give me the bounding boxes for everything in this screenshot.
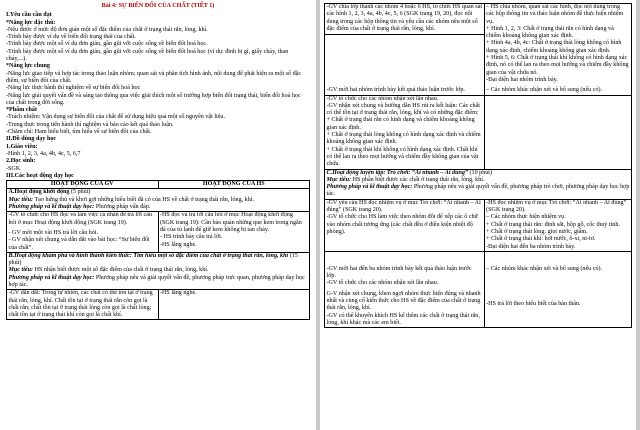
sub-heading: *Năng lực đặc thù: <box>6 19 56 26</box>
student-cell: -HS lắng nghe. <box>158 290 310 320</box>
sub-heading: 2.Học sinh: <box>6 158 36 165</box>
teacher-cell: -GV mời hai đến ba nhóm trình bày kết quả thảo luận trước lớp. -GV tổ chức cho các nhóm nhận xét lẫn nhau. G-V nhận xét chung, khen ngợi nhóm thực hiện đúng và nhanh nhất và củng cố kiến thức cho HS về đặc điểm của chất ở trạng thái rắn, lỏng, khí. -GV có thể khuyến khích HS kể thêm các chất ở trạng thái rắn, lỏng, khí khác mà các em biết. <box>325 251 485 327</box>
student-cell <box>484 95 631 169</box>
section-heading: II.Đồ dùng dạy học <box>6 136 57 143</box>
teacher-cell: -GV chia lớp thành các nhóm 4 hoặc 6 HS, tổ chức HS quan sát các hình 1, 2, 3, 4a, 4b, 4c, 5, 6 (SGK trang 19, 20), đọc nội dung trong các hộp thông tin và yêu cầu các nhóm nêu một số đặc điểm của chất ở trạng thái rắn, lỏng, khí. <box>325 4 485 35</box>
text-line: -Hình 1, 2, 3, 4a, 4b, 4c, 5, 6,7 <box>6 150 81 157</box>
student-cell: – Các nhóm khác nhận xét và bổ sung (nếu có). -HS trả lời theo hiểu biết của bản thân. <box>484 251 631 327</box>
text-line: -Năng lực giải quyết vấn đề và sáng tạo thông qua việc giải thích một số trường hợp biến đổi trạng thái, biến đổi hoá học của chất trong đời sống. <box>6 92 301 106</box>
text-line: -Trình bày được một số ví dụ đơn giản, gần gũi với cuộc sống về biến đổi hoá học. <box>6 41 208 48</box>
text-line: -Chăm chỉ: Ham hiểu biết, tìm hiểu về sự biến đổi của chất. <box>6 129 152 136</box>
activities-table <box>6 180 310 320</box>
text-line: -Năng lực giao tiếp và hợp tác trong thảo luận nhóm; quan sát và phân tích hình ảnh, nội dung để phát hiện ra một số đặc điểm, sự biến đổi của chất. <box>6 70 302 84</box>
text-line: -Trình bày được một số ví dụ đơn giản, gần gũi với cuộc sống về biến đổi hoá học (ví dụ: đinh bị gỉ, giấy cháy, than cháy,...). <box>6 48 289 63</box>
section-heading: I.Yêu cầu cần đạt <box>6 12 52 19</box>
sub-heading: *Năng lực chung <box>6 63 50 70</box>
text-line: -Trình bày được ví dụ về biến đổi trạng thái của chất. <box>6 34 136 41</box>
teacher-cell: -GV mời hai nhóm trình bày kết quả thảo luận trước lớp. <box>325 34 485 95</box>
page-right <box>320 0 636 430</box>
text-line: -Năng lực thực hành thí nghiệm về sự biến đổi hoá học <box>6 85 141 92</box>
teacher-cell: -GV yêu cầu HS đọc nhiệm vụ ở mục Trò chơi: “Ai nhanh – Ai đúng” (SGK trang 20). -GV tổ chức cho HS làm việc theo nhóm đôi để xếp các ô chữ vào nhóm chất tương ứng (các chất đều ở điều kiện nhiệt độ phòng). <box>325 199 485 251</box>
page-left <box>0 0 316 430</box>
activity-b-header: B.Hoạt động khám phá và hình thành kiến thức: Tìm hiểu một số đặc điểm của chất ở trạng thái rắn, lỏng, khí (15 phút) Mục tiêu: HS nhận biết được một số đặc điểm của chất ở trạng thái rắn, lỏng, khí. Phương pháp và kĩ thuật dạy học: Phương pháp nêu và giải quyết vấn đề, phương pháp trực quan, phương pháp dạy học hợp tác. <box>7 252 310 289</box>
teacher-cell: -GV tổ chức cho HS đọc và làm việc cá nhân để trả lời câu hỏi ở mục Hoạt động khởi động (SGK trang 19). - GV mời một vài HS trả lời câu hỏi. - GV nhận xét chung và dẫn dắt vào bài học: “Sự biến đổi của chất”. <box>7 212 159 252</box>
activity-a-header: A.Hoạt động khởi động (5 phút) Mục tiêu: Tạo hứng thú và khơi gợi những hiểu biết đã có của HS về chất ở trạng thái rắn, lỏng, khí. Phương pháp và kĩ thuật dạy học: Phương pháp vấn đáp. <box>7 189 310 212</box>
text-line: -Trung thực trong tiến hành thí nghiệm và báo cáo kết quả thảo luận. <box>6 121 174 128</box>
column-header-teacher: HOẠT ĐỘNG CỦA GV <box>7 181 159 189</box>
text-line: -Trách nhiệm: Vận dụng sự biến đổi của chất để sử dụng hiệu quả một số nguyên vật liệu. <box>6 114 226 121</box>
column-header-student: HOẠT ĐỘNG CỦA HS <box>158 181 310 189</box>
text-line: -SGK <box>6 165 21 172</box>
activities-table-continued <box>324 3 632 328</box>
teacher-cell: -GV tổ chức cho các nhóm nhận xét lẫn nhau. -GV nhận xét chung và hướng dẫn HS rút ra kết luận: Các chất có thể tồn tại ở trạng thái rắn, lỏng, khí và có những đặc điểm: + Chất ở trạng thái rắn có hình dạng và chiếm khoảng không gian xác định. + Chất ở trạng thái lỏng không có hình dạng xác định và chiếm khoảng không gian xác định. + Chất ở trạng thái khí không có hình dạng xác định. Chất khí có thể lan ra theo mọi hướng và chiếm đầy không gian của vật chứa. <box>325 95 485 169</box>
student-cell: – HS chia nhóm, quan sát các hình, đọc nội dung trong các hộp thông tin và thảo luận nhóm để thực hiện nhiệm vụ. + Hình 1, 2, 3: Chất ở trạng thái rắn có hình dạng và chiếm khoảng không gian xác định. + Hình 4a, 4b, 4c: Chất ở trạng thái lỏng không có hình dạng xác định, chiếm khoảng không gian xác định. + Hình 5, 6: Chất ở trạng thái khí không có hình dạng xác định, nó có thể lan ra theo mọi hướng và chiếm đầy không gian của vật chứa nó. -Đại diện hai nhóm trình bày. – Các nhóm khác nhận xét và bổ sung (nếu có). <box>484 4 631 96</box>
activity-c-header: C.Hoạt động luyện tập: Trò chơi: “Ai nhanh – Ai đúng” (10 phút) Mục tiêu: HS phân biệt được các chất ở trạng thái rắn, lỏng, khí. Phương pháp và kĩ thuật dạy học: Phương pháp nêu và giải quyết vấn đề, phương pháp trò chơi, phương pháp dạy học hợp tác. <box>325 169 632 199</box>
section-heading: III.Các hoạt động dạy học <box>6 172 74 179</box>
student-cell: -HS đọc nhiệm vụ ở mục Trò chơi: “Ai nhanh – Ai đúng” (SGK trang 20). – Các nhóm thực hiện nhiệm vụ. + Chất ở trạng thái rắn: đinh sắt, hộp gỗ, cốc thuỷ tinh. + Chất ở trạng thái lỏng: giọt nước, giấm. + Chất ở trạng thái khí: hơi nước, ô-xi, ni-tơ. -Đại diện hai đến ba nhóm trình bày. <box>484 199 631 251</box>
text-line: -Nêu được ở mức độ đơn giản một số đặc điểm của chất ở trạng thái rắn, lỏng, khí. <box>6 26 208 33</box>
sub-heading: 1.Giáo viên: <box>6 143 38 150</box>
lesson-title: Bài 4: SỰ BIẾN ĐỔI CỦA CHẤT (TIẾT 1) <box>101 3 215 9</box>
student-cell: -HS đọc và trả lời câu hỏi ở mục Hoạt động khởi động (SGK trang 19): Cần bảo quản những que kem trong ngăn đá của tủ lạnh để giữ kem không bị tan chảy. - HS trình bày câu trả lời. -HS lắng nghe. <box>158 212 310 252</box>
sub-heading: *Phẩm chất <box>6 107 37 114</box>
teacher-cell: -GV dẫn dắt: Trong tự nhiên, các chất có thể tồn tại ở trạng thái rắn, lỏng, khí. Chất tồn tại ở trạng thái rắn còn gọi là chất rắn; chất tồn tại ở trạng thái lỏng còn gọi là chất lỏng; chất tồn tại ở trạng thái khí còn gọi là chất khí. <box>7 290 159 320</box>
